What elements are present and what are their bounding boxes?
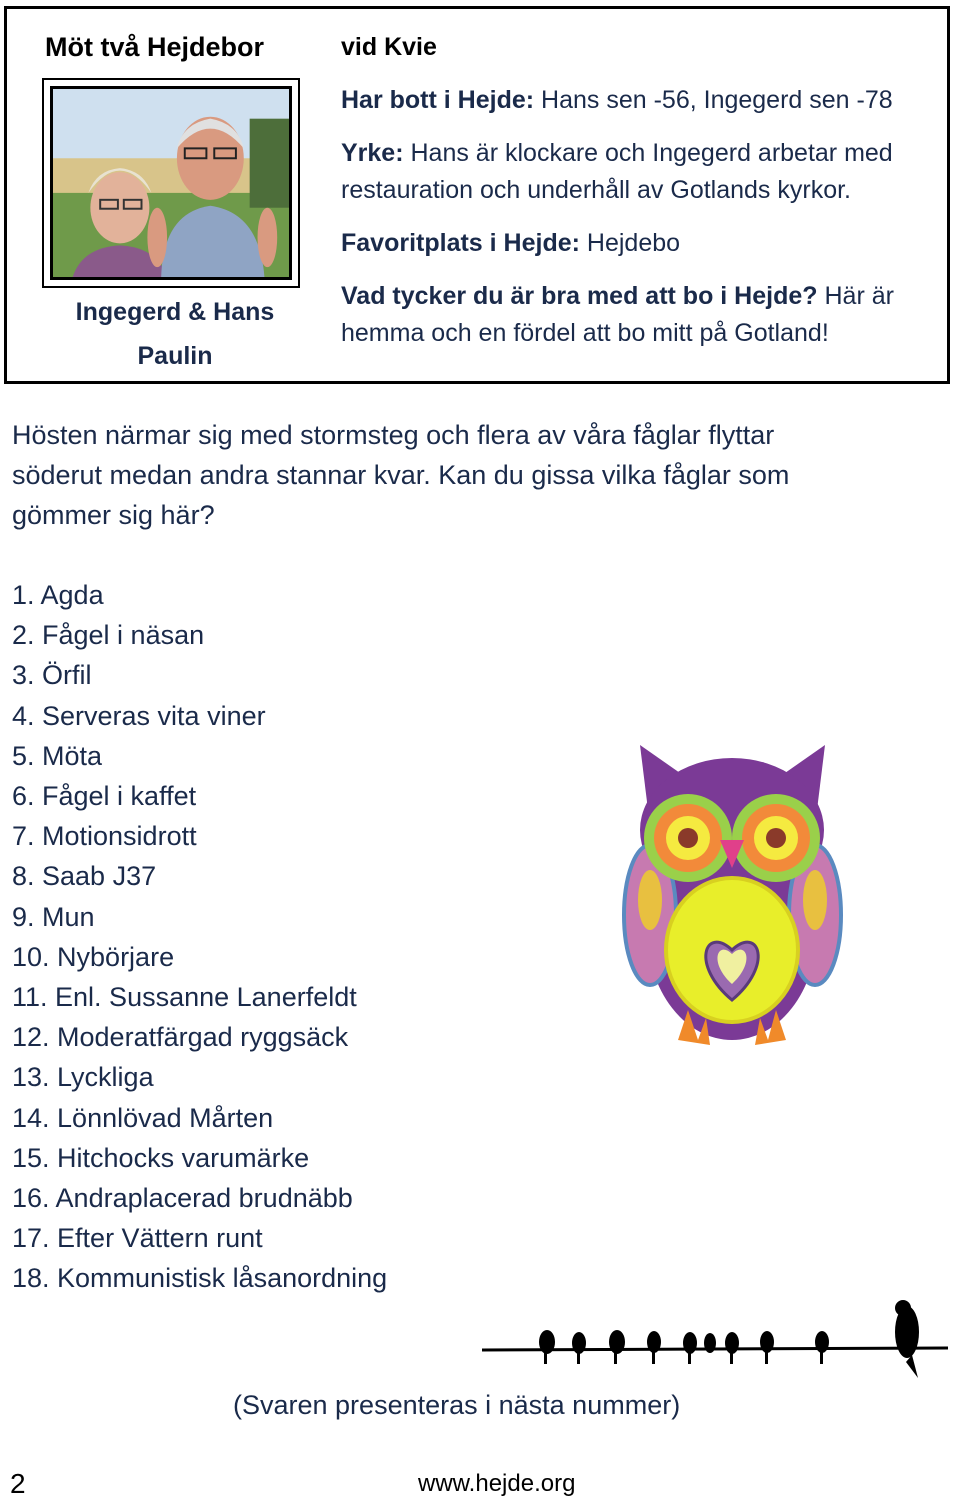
fav-row (341, 225, 680, 262)
lived-value: Hans sen -56, Ingegerd sen -78 (541, 86, 893, 114)
job-value-2: restauration och underhåll av Gotlands kyrkor. (341, 176, 851, 204)
fav-value: Hejdebo (586, 229, 681, 257)
job-label: Yrke: (341, 139, 404, 167)
clue-item: 3. Örfil (12, 660, 92, 691)
page-number: 2 (10, 1468, 26, 1499)
clue-item: 12. Moderatfärgad ryggsäck (12, 1022, 349, 1053)
clue-item: 18. Kommunistisk låsanordning (12, 1263, 388, 1294)
clue-item: 8. Saab J37 (12, 861, 157, 892)
question-row (341, 278, 894, 315)
portrait-image (53, 89, 289, 277)
names-line-2: Paulin (137, 342, 213, 370)
intro-line-1: Hösten närmar sig med stormsteg och flera av våra fåglar flyttar (12, 420, 775, 450)
birds-on-wire-illustration (482, 1300, 948, 1380)
fav-label: Favoritplats i Hejde: (341, 229, 580, 257)
question-label: Vad tycker du är bra med att bo i Hejde? (341, 282, 818, 310)
clue-item: 15. Hitchocks varumärke (12, 1142, 310, 1173)
clue-item: 14. Lönnlövad Mårten (12, 1102, 274, 1133)
lived-row (341, 82, 893, 119)
clue-item: 9. Mun (12, 901, 95, 932)
answer-1: Här är (824, 282, 894, 310)
clue-item: 6. Fågel i kaffet (12, 781, 197, 812)
intro-line-2: söderut medan andra stannar kvar. Kan du gissa vilka fåglar som (12, 460, 790, 490)
answers-note: (Svaren presenteras i nästa nummer) (233, 1390, 681, 1420)
website-link[interactable]: www.hejde.org (418, 1470, 576, 1497)
intro-line-3: gömmer sig här? (12, 500, 215, 530)
clue-item: 11. Enl. Sussanne Lanerfeldt (12, 982, 357, 1013)
lived-label: Har bott i Hejde: (341, 86, 535, 114)
clue-item: 17. Efter Vättern runt (12, 1223, 263, 1254)
names-line-1: Ingegerd & Hans (75, 298, 275, 326)
clue-item: 10. Nybörjare (12, 941, 175, 972)
clue-item: 7. Motionsidrott (12, 821, 197, 852)
profile-subtitle: vid Kvie (341, 33, 437, 61)
clue-item: 5. Möta (12, 740, 103, 771)
profile-title: Möt två Hejdebor (45, 32, 265, 62)
answer-2: hemma och en fördel att bo mitt på Gotland! (341, 319, 829, 347)
job-value-1: Hans är klockare och Ingegerd arbetar med (410, 139, 893, 167)
clue-item: 2. Fågel i näsan (12, 620, 205, 651)
clue-item: 1. Agda (12, 580, 104, 610)
clue-list (12, 575, 387, 1299)
clue-item: 16. Andraplacerad brudnäbb (12, 1183, 353, 1214)
clue-item: 13. Lyckliga (12, 1062, 154, 1093)
portrait-photo (42, 78, 300, 288)
clue-item: 4. Serveras vita viner (12, 700, 266, 731)
intro-paragraph (12, 415, 912, 535)
owl-illustration (620, 740, 845, 1055)
job-row (341, 135, 893, 172)
